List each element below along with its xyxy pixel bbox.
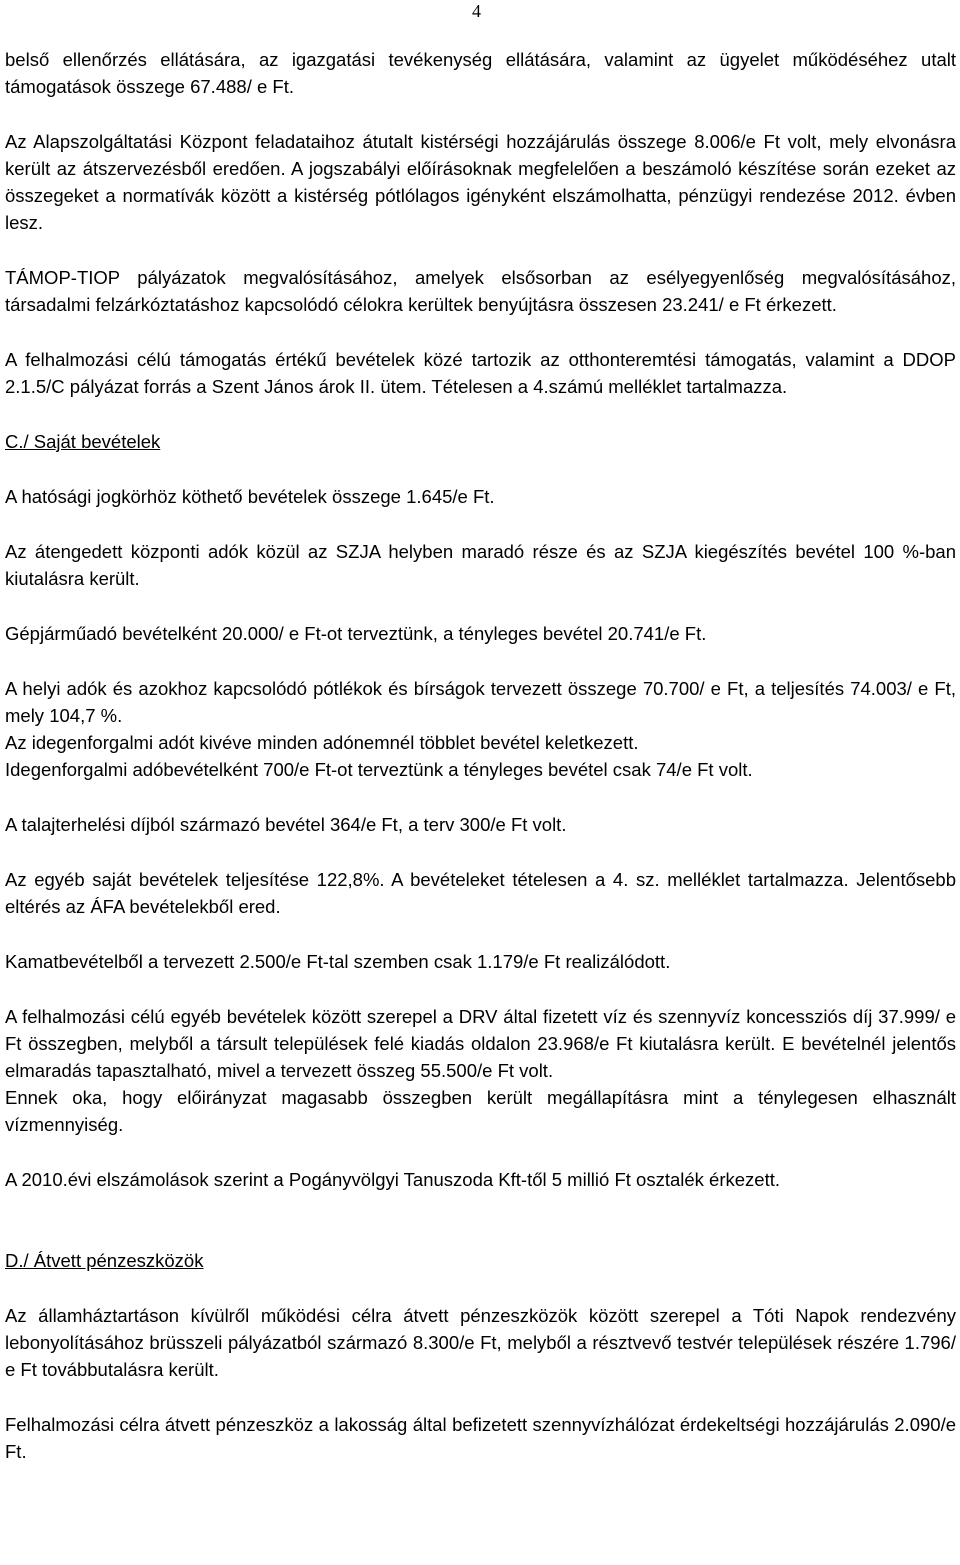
paragraph-operating-transfers: Az államháztartáson kívülről működési célra átvett pénzeszközök között szerepel a Tóti Napok rendezvény lebonyolításához brüsszeli pályázatból származó 8.300/e Ft, melyből a résztvevő testvér települések részére 1.796/ e Ft továbbutalásra került. (5, 1305, 956, 1380)
paragraph-local-taxes: A helyi adók és azokhoz kapcsolódó pótlékok és bírságok tervezett összege 70.700/ e Ft, a teljesítés 74.003/ e Ft, mely 104,7 %. (5, 678, 956, 726)
paragraph-szja: Az átengedett központi adók közül az SZJA helyben maradó része és az SZJA kiegészítés bevétel 100 %-ban kiutalásra került. (5, 541, 956, 589)
paragraph-interest: Kamatbevételből a tervezett 2.500/e Ft-tal szemben csak 1.179/e Ft realizálódott. (5, 951, 671, 972)
paragraph-dividend: A 2010.évi elszámolások szerint a Pogányvölgyi Tanuszoda Kft-től 5 millió Ft osztalék érkezett. (5, 1169, 780, 1190)
paragraph-tamop-tiop: TÁMOP-TIOP pályázatok megvalósításához, amelyek elsősorban az esélyegyenlőség megvalósításához, társadalmi felzárkóztatáshoz kapcsolódó célokra kerültek benyújtásra összesen 23.241/ e Ft érkezett. (5, 267, 956, 315)
paragraph-regional-contribution: Az Alapszolgáltatási Központ feladataihoz átutalt kistérségi hozzájárulás összege 8.006/e Ft volt, mely elvonásra került az átszervezésből eredően. A jogszabályi előírásoknak megfelelően a beszámoló készítése során ezeket az összegeket a normatívák között a kistérség pótlólagos igényként elszámolhatta, pénzügyi rendezése 2012. évben lesz. (5, 131, 956, 233)
section-heading-own-revenue: C./ Saját bevételek (5, 431, 161, 452)
page-number: 4 (472, 1, 481, 21)
section-heading-transferred-funds: D./ Átvett pénzeszközök (5, 1250, 204, 1271)
paragraph-other-own-revenue: Az egyéb saját bevételek teljesítése 122,8%. A bevételeket tételesen a 4. sz. melléklet tartalmazza. Jelentősebb eltérés az ÁFA bevételekből ered. (5, 869, 956, 917)
paragraph-vehicle-tax: Gépjárműadó bevételként 20.000/ e Ft-ot terveztünk, a tényleges bevétel 20.741/e Ft. (5, 623, 707, 644)
paragraph-concession-fee: A felhalmozási célú egyéb bevételek között szerepel a DRV által fizetett víz és szennyvíz koncessziós díj 37.999/ e Ft összegben, melyből a társult települések felé kiadás oldalon 23.968/e Ft kiutalásra került. E bevételnél jelentős elmaradás tapasztalható, mivel a tervezett összeg 55.500/e Ft volt. (5, 1006, 956, 1081)
paragraph-authority-revenue: A hatósági jogkörhöz köthető bevételek összege 1.645/e Ft. (5, 486, 495, 507)
document-body (5, 46, 956, 1465)
paragraph-support-amount: belső ellenőrzés ellátására, az igazgatási tevékenység ellátására, valamint az ügyelet működéséhez utalt támogatások összege 67.488/ e Ft. (5, 49, 956, 97)
paragraph-surplus: Az idegenforgalmi adót kivéve minden adónemnél többlet bevétel keletkezett. (5, 732, 639, 753)
paragraph-soil-fee: A talajterhelési díjból származó bevétel 364/e Ft, a terv 300/e Ft volt. (5, 814, 567, 835)
paragraph-reason: Ennek oka, hogy előirányzat magasabb összegben került megállapításra mint a ténylegesen elhasznált vízmennyiség. (5, 1087, 956, 1135)
paragraph-tourism-tax: Idegenforgalmi adóbevételként 700/e Ft-ot terveztünk a tényleges bevétel csak 74/e Ft volt. (5, 759, 753, 780)
paragraph-capital-transfers: Felhalmozási célra átvett pénzeszköz a lakosság által befizetett szennyvízhálózat érdekeltségi hozzájárulás 2.090/e Ft. (5, 1414, 956, 1462)
paragraph-capital-grants: A felhalmozási célú támogatás értékű bevételek közé tartozik az otthonteremtési támogatás, valamint a DDOP 2.1.5/C pályázat forrás a Szent János árok II. ütem. Tételesen a 4.számú melléklet tartalmazza. (5, 349, 956, 397)
